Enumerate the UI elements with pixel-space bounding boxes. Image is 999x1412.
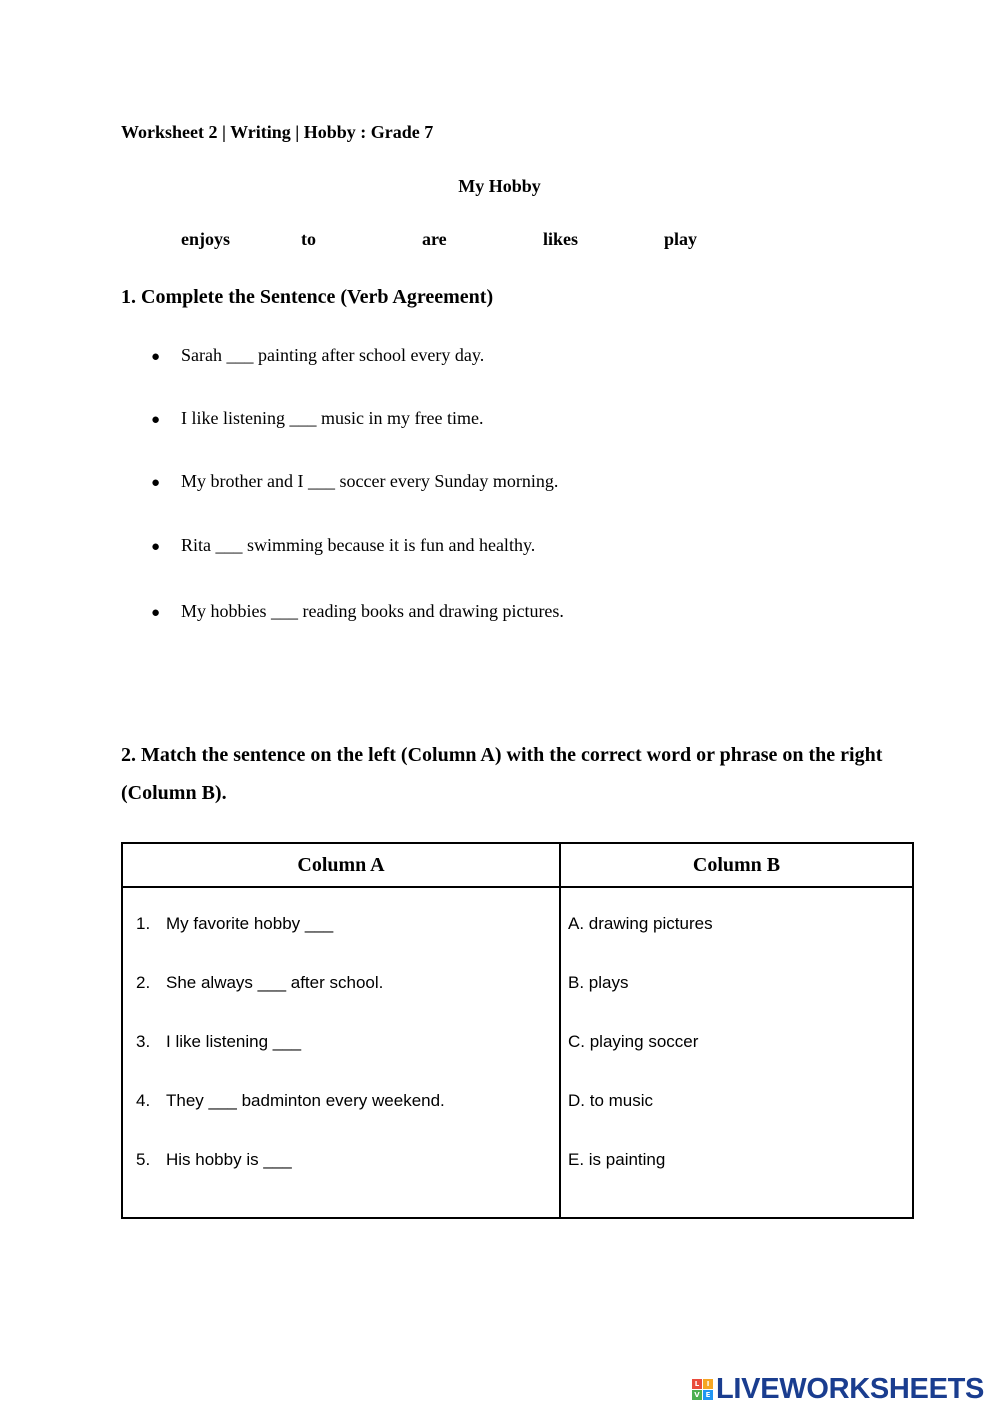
column-a-header: Column A	[122, 843, 560, 887]
section1-heading: 1. Complete the Sentence (Verb Agreement)	[121, 286, 494, 308]
item-number: 3.	[136, 1032, 151, 1051]
word-bank-item: play	[664, 229, 698, 249]
word-bank-item: enjoys	[181, 229, 230, 249]
item-text: She always ___ after school.	[166, 973, 384, 992]
word-bank-item: are	[422, 229, 447, 249]
sentence-item	[151, 408, 483, 429]
column-a-item	[123, 973, 559, 1032]
sentence-item	[151, 345, 484, 366]
word-bank-item: to	[301, 229, 316, 249]
item-number: 2.	[136, 973, 151, 992]
logo-square: E	[703, 1390, 713, 1400]
bullet-icon: ●	[151, 349, 161, 365]
word-bank-item: likes	[543, 229, 579, 249]
logo-icon	[692, 1379, 713, 1400]
sentence-item	[151, 535, 535, 556]
worksheet-title: My Hobby	[458, 176, 541, 196]
sentence-text: My hobbies ___ reading books and drawing pictures.	[181, 601, 564, 621]
column-b-header: Column B	[560, 843, 913, 887]
sentence-item	[151, 601, 564, 622]
sentence-text: Rita ___ swimming because it is fun and healthy.	[181, 535, 536, 555]
logo-square: V	[692, 1390, 702, 1400]
item-text: His hobby is ___	[166, 1150, 292, 1169]
column-b-cell	[560, 887, 913, 1218]
column-b-item: E. is painting	[568, 1150, 666, 1169]
item-number: 5.	[136, 1150, 151, 1169]
item-number: 4.	[136, 1091, 151, 1110]
column-b-item: A. drawing pictures	[568, 914, 713, 933]
liveworksheets-logo	[692, 1374, 984, 1404]
column-a-item	[123, 914, 559, 973]
logo-text: LIVEWORKSHEETS	[716, 1372, 985, 1405]
bullet-icon: ●	[151, 605, 161, 621]
column-a-cell	[122, 887, 560, 1218]
column-b-item: C. playing soccer	[568, 1032, 699, 1051]
item-text: They ___ badminton every weekend.	[166, 1091, 445, 1110]
column-b-item: D. to music	[568, 1091, 654, 1110]
item-number: 1.	[136, 914, 151, 933]
logo-square: L	[692, 1379, 702, 1389]
logo-square: I	[703, 1379, 713, 1389]
column-a-item	[123, 1032, 559, 1091]
section2-heading: 2. Match the sentence on the left (Column A) with the correct word or phrase on the right (Column B).	[121, 744, 883, 804]
item-text: I like listening ___	[166, 1032, 302, 1051]
matching-table	[121, 842, 914, 1219]
column-a-item	[123, 1150, 559, 1209]
bullet-icon: ●	[151, 475, 161, 491]
bullet-icon: ●	[151, 412, 161, 428]
sentence-text: My brother and I ___ soccer every Sunday morning.	[181, 471, 559, 491]
column-b-item: B. plays	[568, 973, 629, 992]
bullet-icon: ●	[151, 539, 161, 555]
column-a-item	[123, 1091, 559, 1150]
worksheet-header: Worksheet 2 | Writing | Hobby : Grade 7	[121, 122, 434, 142]
sentence-item	[151, 471, 558, 492]
sentence-text: I like listening ___ music in my free time.	[181, 408, 484, 428]
item-text: My favorite hobby ___	[166, 914, 334, 933]
sentence-text: Sarah ___ painting after school every day.	[181, 345, 485, 365]
